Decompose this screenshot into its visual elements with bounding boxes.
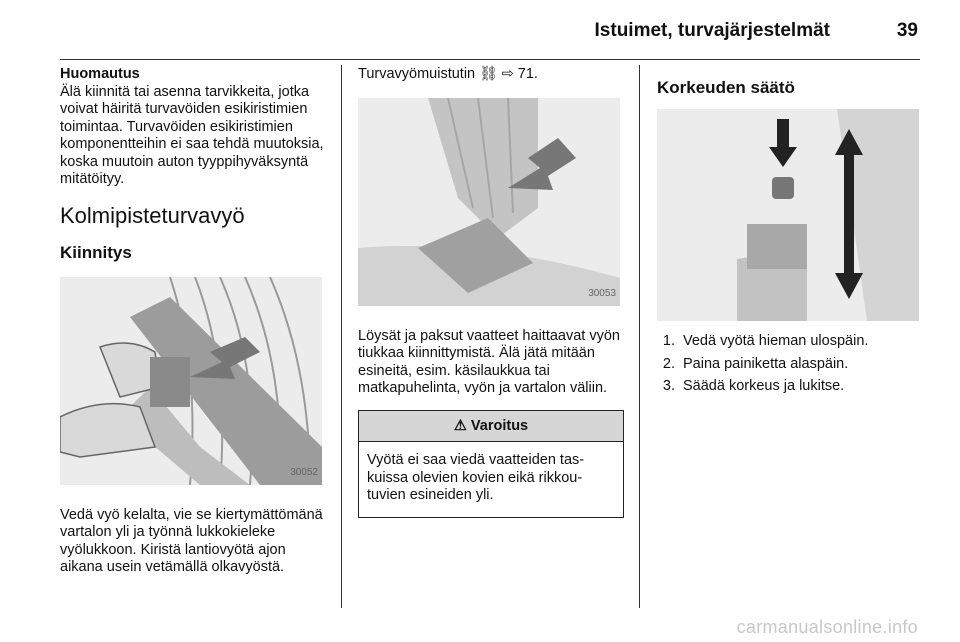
reminder-line xyxy=(358,66,624,84)
warning-box xyxy=(358,410,624,518)
height-adjust-illustration xyxy=(657,109,919,321)
buckle-illustration xyxy=(358,98,620,306)
column-divider-left xyxy=(341,65,342,608)
page-ref-arrow-icon: ⇨ xyxy=(501,66,514,82)
height-adjust-heading: Korkeuden säätö xyxy=(657,78,795,97)
warning-header xyxy=(359,411,623,443)
column-2 xyxy=(358,66,624,518)
list-item: 1. Vedä vyötä hieman ulospäin. xyxy=(679,333,919,351)
belt-fastening-illustration xyxy=(60,277,322,485)
column-1 xyxy=(60,66,324,577)
page-header-title: Istuimet, turvajärjestelmät xyxy=(594,20,830,41)
note-block xyxy=(60,66,324,189)
page-number: 39 xyxy=(896,20,918,41)
watermark: carmanualsonline.info xyxy=(736,617,918,637)
seatbelt-icon: ⛓ xyxy=(479,66,498,82)
figure-number: 30052 xyxy=(290,467,318,478)
warning-triangle-icon: ⚠ xyxy=(453,417,467,434)
header-divider xyxy=(60,59,920,60)
list-item: 3. Säädä korkeus ja lukitse. xyxy=(679,378,919,396)
reminder-text: Turvavyömuistutin xyxy=(358,66,476,82)
list-item: 2. Paina painiketta alaspäin. xyxy=(679,356,919,374)
note-text: Älä kiinnitä tai asenna tarvikkeita, jotka voivat häiritä turvavöiden esikiristimien toimintaa. Turvavöiden esikiristimien komponentteihin ei saa tehdä muutoksia, koska muutoin auton tyyppihyväksyntä mitätöityy. xyxy=(60,83,324,187)
clothing-body-text: Löysät ja paksut vaatteet haittaavat vyön tiukkaa kiinnittymistä. Älä jätä mitään esineitä, esim. käsilaukkua tai matkapuhelinta, vyön ja vartalon väliin. xyxy=(358,327,620,396)
column-3 xyxy=(657,66,919,401)
fastening-body-text: Vedä vyö kelalta, vie se kiertymättömänä vartalon yli ja työnnä lukkokieleke vyölukkoon. Kiristä lantiovyötä ajon aikana usein vetämällä olkavyöstä. xyxy=(60,506,323,575)
figure-number: 30053 xyxy=(588,288,616,299)
note-title: Huomautus xyxy=(60,66,140,82)
warning-text: Vyötä ei saa viedä vaatteiden taskuissa olevien kovien eikä rikkoutuvien esineiden yli. xyxy=(367,452,585,503)
reminder-page-ref: 71. xyxy=(517,66,538,82)
adjust-steps-list xyxy=(657,333,919,396)
warning-title: Varoitus xyxy=(470,417,529,434)
column-divider-right xyxy=(639,65,640,608)
subsection-heading: Kiinnitys xyxy=(60,242,132,262)
section-heading: Kolmipisteturvavyö xyxy=(60,202,245,228)
